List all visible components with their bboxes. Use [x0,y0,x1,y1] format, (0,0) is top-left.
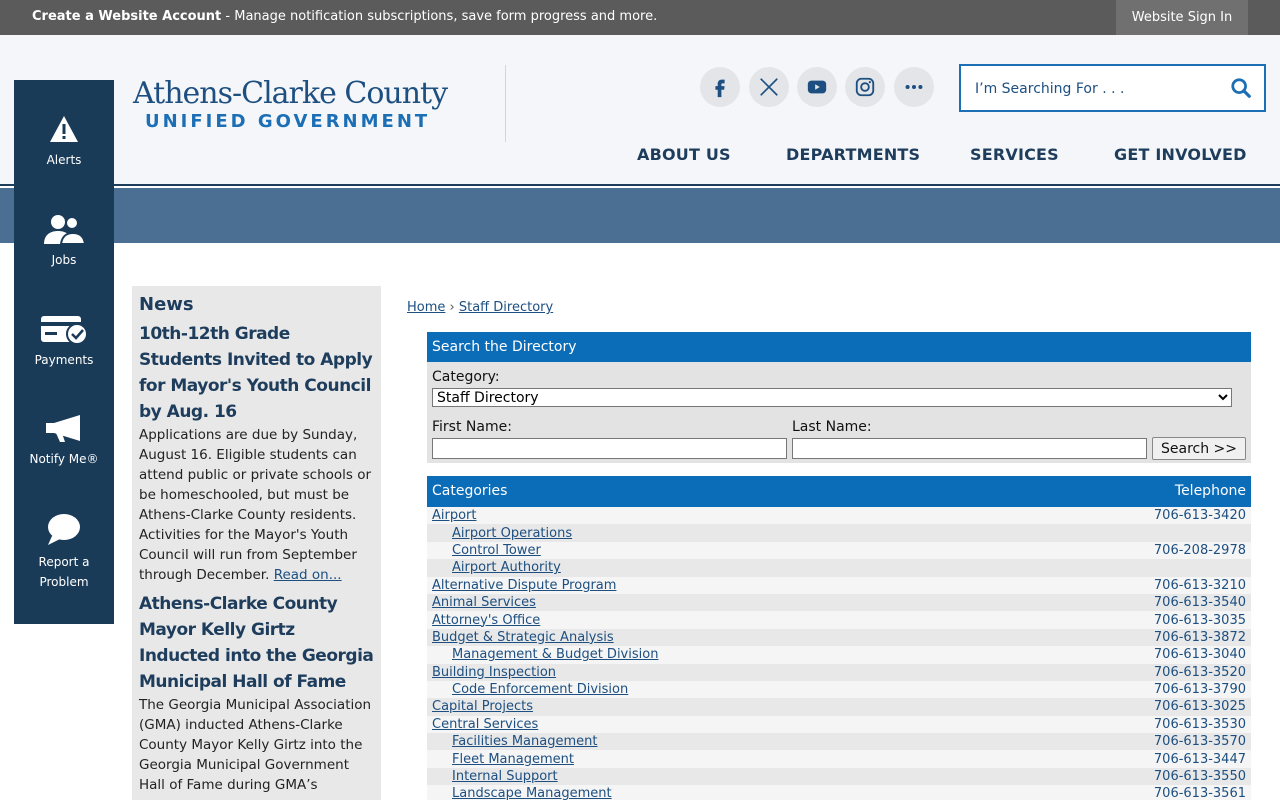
table-row [427,559,1251,576]
news-headline-1[interactable]: 10th-12th Grade Students Invited to Apply for Mayor's Youth Council by Aug. 16 [139,324,373,422]
news-title: News [139,294,194,315]
x-twitter-icon[interactable] [749,67,789,107]
telephone-number: 706-613-3872 [1153,629,1246,645]
telephone-number: 706-613-3790 [1153,682,1246,698]
sidebar-item-label: Payments [34,353,94,367]
read-on-link[interactable]: Read on... [273,567,342,583]
news-body-1-text: Applications are due by Sunday, August 16. Eligible students can attend public or private schools or be homeschooled, but must be Athens-Clarke County residents. Activities for the Mayor's Youth Council will run from September through December. [139,427,372,583]
nav-about-us[interactable]: ABOUT US [637,145,731,164]
categories-header [427,476,1251,507]
telephone-number: 706-208-2978 [1153,542,1246,558]
table-row [427,629,1251,646]
telephone-number: 706-613-3447 [1153,751,1246,767]
category-link[interactable]: Landscape Management [452,786,612,800]
telephone-number: 706-613-3550 [1153,769,1246,785]
directory-search-title: Search the Directory [427,332,1251,362]
sidebar-item-report-problem[interactable] [14,512,114,592]
telephone-number: 706-613-3210 [1153,577,1246,593]
category-link[interactable]: Airport Authority [452,560,561,576]
news-panel [132,286,381,800]
youtube-icon[interactable] [797,67,837,107]
telephone-number: 706-613-3540 [1153,595,1246,611]
people-icon [41,214,87,244]
category-link[interactable]: Control Tower [452,542,541,558]
category-link[interactable]: Management & Budget Division [452,647,659,663]
news-body-2 [139,591,374,795]
first-name-input[interactable] [432,438,787,459]
table-row [427,768,1251,785]
table-row [427,716,1251,733]
header-banner [0,188,1280,243]
category-link[interactable]: Internal Support [452,769,558,785]
last-name-label: Last Name: [792,419,872,435]
logo-line-1: Athens-Clarke County [133,76,448,111]
table-row [427,507,1251,524]
category-link[interactable]: Capital Projects [432,699,533,715]
table-row [427,542,1251,559]
search-icon[interactable] [1230,77,1252,99]
telephone-number: 706-613-3025 [1153,699,1246,715]
category-link[interactable]: Building Inspection [432,664,557,680]
category-link[interactable]: Airport [432,508,477,524]
facebook-icon[interactable] [700,67,740,107]
nav-departments[interactable]: DEPARTMENTS [786,145,921,164]
category-link[interactable]: Animal Services [432,595,536,611]
site-logo[interactable] [133,77,447,132]
last-name-input[interactable] [792,438,1147,459]
news-body-1 [139,425,374,585]
payment-card-icon [39,314,89,344]
table-row [427,733,1251,750]
directory-search-button[interactable]: Search >> [1152,437,1246,460]
quick-links-sidebar [14,80,114,624]
table-row [427,750,1251,767]
sidebar-item-jobs[interactable] [14,214,114,270]
category-link[interactable]: Central Services [432,716,539,732]
table-row [427,594,1251,611]
categories-rows [427,507,1251,800]
instagram-icon[interactable] [845,67,885,107]
create-account-link[interactable]: Create a Website Account [32,9,222,24]
categories-table [427,476,1251,800]
megaphone-icon [44,413,84,443]
table-row [427,646,1251,663]
category-link[interactable]: Attorney's Office [432,612,541,628]
search-input[interactable] [975,78,1215,100]
chat-bubble-icon [46,512,82,546]
account-banner-text: - Manage notification subscriptions, save form progress and more. [221,9,658,24]
category-select[interactable] [432,388,1232,407]
account-banner [0,0,1280,35]
telephone-column-header: Telephone [1174,483,1246,499]
nav-services[interactable]: SERVICES [970,145,1059,164]
categories-column-header: Categories [432,483,508,499]
category-link[interactable]: Fleet Management [452,751,574,767]
table-row [427,698,1251,715]
sidebar-item-label: Alerts [46,153,82,167]
table-row [427,785,1251,800]
table-row [427,524,1251,541]
sidebar-item-notify-me[interactable] [14,413,114,469]
table-row [427,681,1251,698]
table-row [427,664,1251,681]
telephone-number: 706-613-3040 [1153,647,1246,663]
sidebar-item-label: Jobs [51,253,77,267]
first-name-label: First Name: [432,419,512,435]
telephone-number: 706-613-3561 [1153,786,1246,800]
telephone-number: 706-613-3035 [1153,612,1246,628]
account-banner-message [32,9,657,24]
category-link[interactable]: Facilities Management [452,734,598,750]
category-label: Category: [432,369,500,385]
website-sign-in-button[interactable]: Website Sign In [1116,0,1248,35]
more-icon[interactable] [894,67,934,107]
sidebar-item-payments[interactable] [14,314,114,370]
directory-search-form [427,332,1251,463]
breadcrumb-home[interactable]: Home [407,300,446,315]
telephone-number: 706-613-3420 [1153,508,1246,524]
table-row [427,611,1251,628]
alert-icon [48,114,80,144]
category-link[interactable]: Alternative Dispute Program [432,577,617,593]
header-divider [505,65,506,142]
sidebar-item-label: Report a Problem [38,555,90,589]
logo-line-2: UNIFIED GOVERNMENT [145,111,431,132]
nav-get-involved[interactable]: GET INVOLVED [1114,145,1247,164]
table-row [427,577,1251,594]
breadcrumb-separator: › [445,300,459,315]
sidebar-item-alerts[interactable] [14,114,114,170]
breadcrumb [407,300,553,315]
category-link[interactable]: Budget & Strategic Analysis [432,629,614,645]
news-headline-2[interactable]: Athens-Clarke County Mayor Kelly Girtz Inducted into the Georgia Municipal Hall of Fame [139,594,374,692]
breadcrumb-staff-directory[interactable]: Staff Directory [458,300,554,315]
telephone-number: 706-613-3520 [1153,664,1246,680]
site-header [0,35,1280,186]
category-link[interactable]: Code Enforcement Division [452,682,629,698]
category-link[interactable]: Airport Operations [452,525,573,541]
telephone-number: 706-613-3570 [1153,734,1246,750]
news-body-2-text: The Georgia Municipal Association (GMA) inducted Athens-Clarke County Mayor Kelly Girtz into the Georgia Municipal Government Hall of Fame during GMA’s [139,697,372,793]
sidebar-item-label: Notify Me® [29,452,99,466]
telephone-number: 706-613-3530 [1153,716,1246,732]
site-search [959,64,1266,112]
